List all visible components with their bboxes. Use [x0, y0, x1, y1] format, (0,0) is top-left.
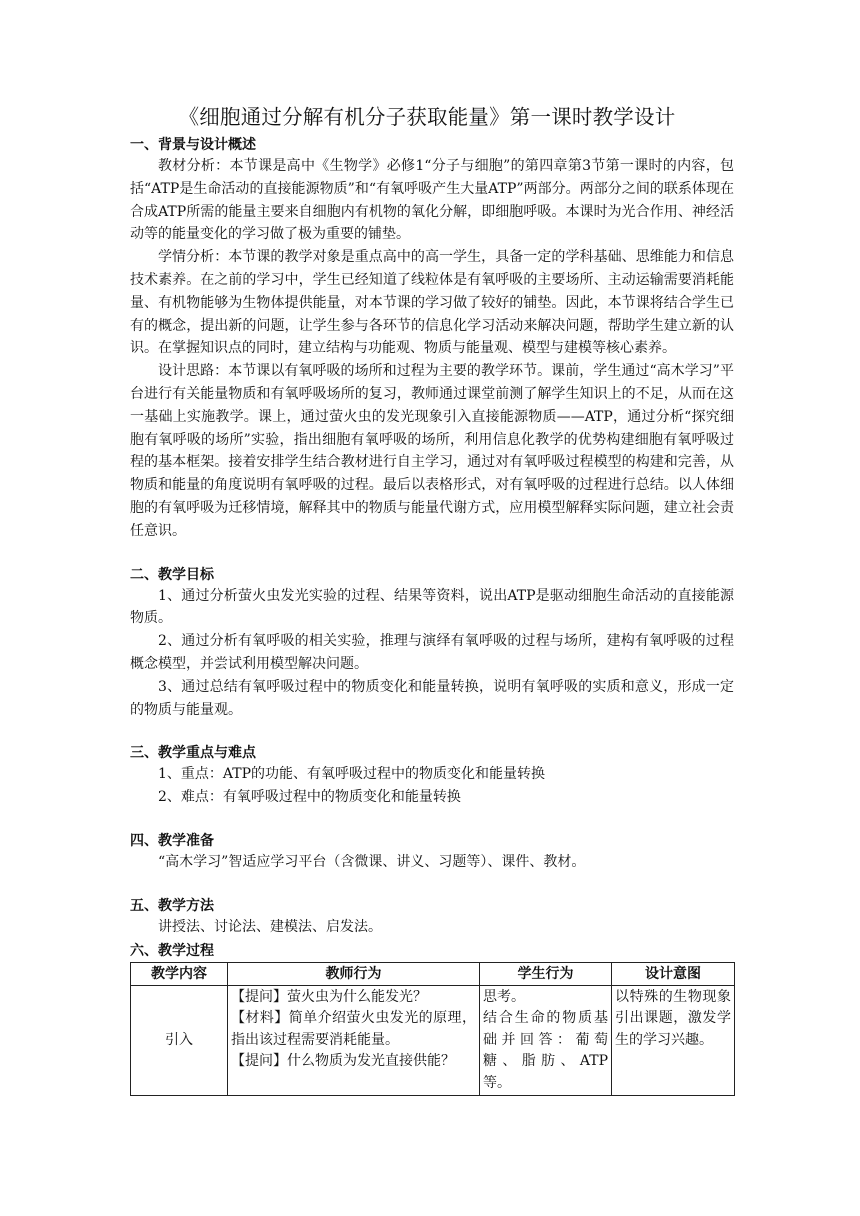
section-heading-objectives: 二、教学目标 — [130, 566, 214, 583]
objective-item: 1、通过分析萤火虫发光实验的过程、结果等资料，说出ATP是驱动细胞生命活动的直接能源物质。 — [130, 587, 734, 627]
section-heading-process: 六、教学过程 — [130, 942, 214, 959]
teacher-action-line: 【材料】简单介绍萤火虫发光的原理，指出该过程需要消耗能量。 — [231, 1010, 476, 1048]
table-cell-content: 引入 — [131, 985, 228, 1096]
paragraph-student-analysis: 学情分析：本节课的教学对象是重点高中的高一学生，具备一定的学科基础、思维能力和信息技术素养。在之前的学习中，学生已经知道了线粒体是有氧呼吸的主要场所、主动运输需要消耗能量、有机物能够为生物体提供能量，对本节课的学习做了较好的铺垫。因此，本节课将结合学生已有的概念，提出新的问题，让学生参与各环节的信息化学习活动来解决问题，帮助学生建立新的认识。在掌握知识点的同时，建立结构与功能观、物质与能量观、模型与建模等核心素养。 — [130, 249, 734, 357]
paragraph-design-approach: 设计思路：本节课以有氧呼吸的场所和过程为主要的教学环节。课前，学生通过“高木学习”平台进行有关能量物质和有氧呼吸场所的复习，教师通过课堂前测了解学生知识上的不足，从而在这一基础上实施教学。课上，通过萤火虫的发光现象引入直接能源物质——ATP，通过分析“探究细胞有氧呼吸的场所”实验，指出细胞有氧呼吸的场所，利用信息化教学的优势构建细胞有氧呼吸过程的基本框架。接着安排学生结合教材进行自主学习，通过对有氧呼吸过程模型的构建和完善，从物质和能量的角度说明有氧呼吸的过程。最后以表格形式，对有氧呼吸的过程进行总结。以人体细胞的有氧呼吸为迁移情境，解释其中的物质与能量代谢方式，应用模型解释实际问题，建立社会责任意识。 — [130, 363, 734, 539]
preparation-text: “高木学习”智适应学习平台（含微课、讲义、习题等）、课件、教材。 — [158, 853, 586, 870]
key-point-item: 1、重点：ATP的功能、有氧呼吸过程中的物质变化和能量转换 — [158, 766, 546, 783]
table-header-row — [131, 962, 735, 985]
table-header-cell: 教学内容 — [131, 962, 228, 985]
table-header-cell: 设计意图 — [612, 962, 735, 985]
teacher-action-line: 【提问】什么物质为发光直接供能？ — [231, 1053, 455, 1070]
table-cell-student — [480, 985, 612, 1096]
table-cell-intent — [612, 985, 735, 1096]
section-heading-key-points: 三、教学重点与难点 — [130, 745, 256, 762]
section-heading-background: 一、背景与设计概述 — [130, 137, 256, 153]
table-row — [131, 985, 735, 1096]
table-cell-teacher — [228, 985, 480, 1096]
key-point-item: 2、难点：有氧呼吸过程中的物质变化和能量转换 — [158, 789, 461, 806]
student-action-line: 结合生命的物质基础并回答：葡萄糖、脂肪、ATP等。 — [483, 1010, 608, 1091]
section-heading-preparation: 四、教学准备 — [130, 832, 214, 849]
objective-item: 2、通过分析有氧呼吸的相关实验，推理与演绎有氧呼吸的过程与场所，建构有氧呼吸的过程概念模型，并尝试利用模型解决问题。 — [130, 633, 734, 672]
objective-item: 3、通过总结有氧呼吸过程中的物质变化和能量转换，说明有氧呼吸的实质和意义，形成一定的物质与能量观。 — [130, 678, 734, 718]
paragraph-textbook-analysis: 教材分析：本节课是高中《生物学》必修1“分子与细胞”的第四章第3节第一课时的内容，包括“ATP是生命活动的直接能源物质”和“有氧呼吸产生大量ATP”两部分。两部分之间的联系体现在合成ATP所需的能量主要来自细胞内有机物的氧化分解，即细胞呼吸。本课时为光合作用、神经活动等的能量变化的学习做了极为重要的铺垫。 — [130, 158, 734, 243]
table-header-cell: 教师行为 — [228, 962, 480, 985]
document-title: 《细胞通过分解有机分子获取能量》第一课时教学设计 — [178, 105, 676, 129]
design-intent-text: 以特殊的生物现象引出课题，激发学生的学习兴趣。 — [615, 988, 731, 1048]
methods-text: 讲授法、讨论法、建模法、启发法。 — [158, 918, 382, 935]
table-header-cell: 学生行为 — [480, 962, 612, 985]
teaching-process-table — [130, 962, 735, 1097]
section-heading-methods: 五、教学方法 — [130, 897, 214, 914]
student-action-line: 思考。 — [483, 988, 525, 1005]
document-page — [130, 103, 734, 1096]
teacher-action-line: 【提问】萤火虫为什么能发光？ — [231, 988, 427, 1005]
